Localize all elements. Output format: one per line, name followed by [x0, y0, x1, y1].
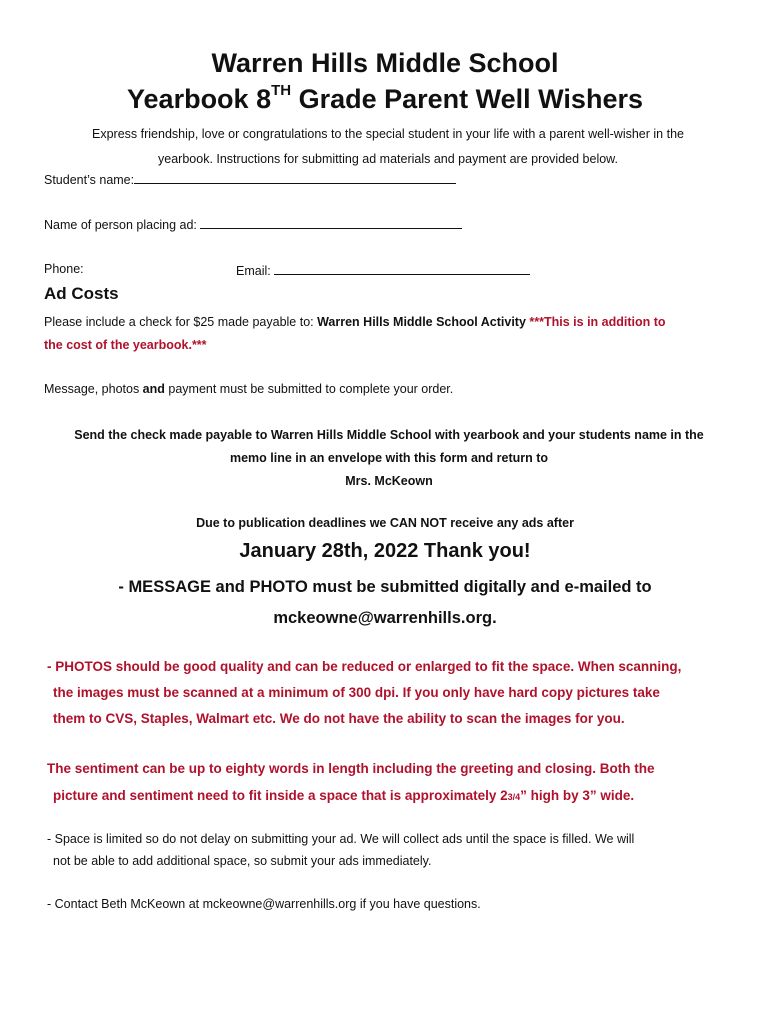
message-instructions [60, 572, 710, 634]
contact-line: - Contact Beth McKeown at mckeowne@warrenhills.org if you have questions. [47, 897, 481, 911]
check-note-cont: the cost of the yearbook.*** [44, 338, 207, 352]
space-notice [47, 828, 737, 872]
photos-line-2: the images must be scanned at a minimum of 300 dpi. If you only have hard copy pictures take [53, 685, 660, 700]
check-instructions [44, 311, 734, 357]
photos-line-1: - PHOTOS should be good quality and can be reduced or enlarged to fit the space. When scanning, [47, 659, 682, 674]
sentiment-line-1: The sentiment can be up to eighty words in length including the greeting and closing. Both the [47, 761, 655, 776]
check-text: Please include a check for $25 made payable to: [44, 315, 318, 329]
intro-line-2: yearbook. Instructions for submitting ad materials and payment are provided below. [158, 152, 618, 166]
sentiment-line-2 [47, 782, 737, 811]
submit-text: Message, photos [44, 382, 143, 396]
sentiment-requirements [47, 755, 737, 811]
space-line-1: - Space is limited so do not delay on submitting your ad. We will collect ads until the space is filled. We will [47, 832, 635, 846]
placer-name-label: Name of person placing ad: [44, 218, 197, 232]
message-email: mckeowne@warrenhills.org. [273, 609, 497, 627]
placer-name-field[interactable] [200, 216, 462, 229]
deadline-date: January 28th, 2022 Thank you! [239, 540, 531, 562]
title-prefix: Yearbook 8 [127, 84, 272, 114]
student-name-field[interactable] [134, 171, 456, 184]
page-title [0, 84, 770, 115]
send-line-2: memo line in an envelope with this form and return to [229, 451, 549, 465]
submit-text-end: payment must be submitted to complete your order. [164, 382, 454, 396]
submit-requirements [44, 378, 734, 401]
school-title: Warren Hills Middle School [211, 48, 559, 78]
ad-costs-heading: Ad Costs [44, 284, 119, 303]
title-suffix: Grade Parent Well Wishers [291, 84, 643, 114]
photo-requirements [47, 654, 737, 732]
send-line-1: Send the check made payable to Warren Hills Middle School with yearbook and your students name in the [74, 428, 704, 442]
sentiment-text-end: ” high by 3” wide. [520, 788, 635, 803]
check-payee: Warren Hills Middle School Activity [317, 315, 526, 329]
title-superscript: TH [271, 82, 292, 99]
send-line-3: Mrs. McKeown [345, 474, 433, 488]
student-name-label: Student’s name: [44, 173, 135, 187]
sentiment-text: picture and sentiment need to fit inside a space that is approximately 2 [53, 788, 508, 803]
email-row [236, 262, 530, 278]
submit-and: and [142, 382, 165, 396]
sentiment-fraction: 3/4 [507, 792, 521, 802]
send-instructions [44, 424, 734, 493]
space-line-2: not be able to add additional space, so submit your ads immediately. [53, 854, 432, 868]
message-line-1: - MESSAGE and PHOTO must be submitted digitally and e-mailed to [118, 578, 652, 596]
student-name-row [44, 171, 456, 187]
phone-label: Phone: [44, 262, 84, 276]
email-field[interactable] [274, 262, 530, 275]
deadline-intro: Due to publication deadlines we CAN NOT receive any ads after [196, 516, 574, 530]
placer-name-row [44, 216, 462, 232]
email-label: Email: [236, 264, 271, 278]
intro-paragraph [50, 122, 726, 172]
check-note: ***This is in addition to [525, 315, 666, 329]
photos-line-3: them to CVS, Staples, Walmart etc. We do not have the ability to scan the images for you. [53, 711, 625, 726]
intro-line-1: Express friendship, love or congratulations to the special student in your life with a parent well-wisher in the [92, 127, 684, 141]
